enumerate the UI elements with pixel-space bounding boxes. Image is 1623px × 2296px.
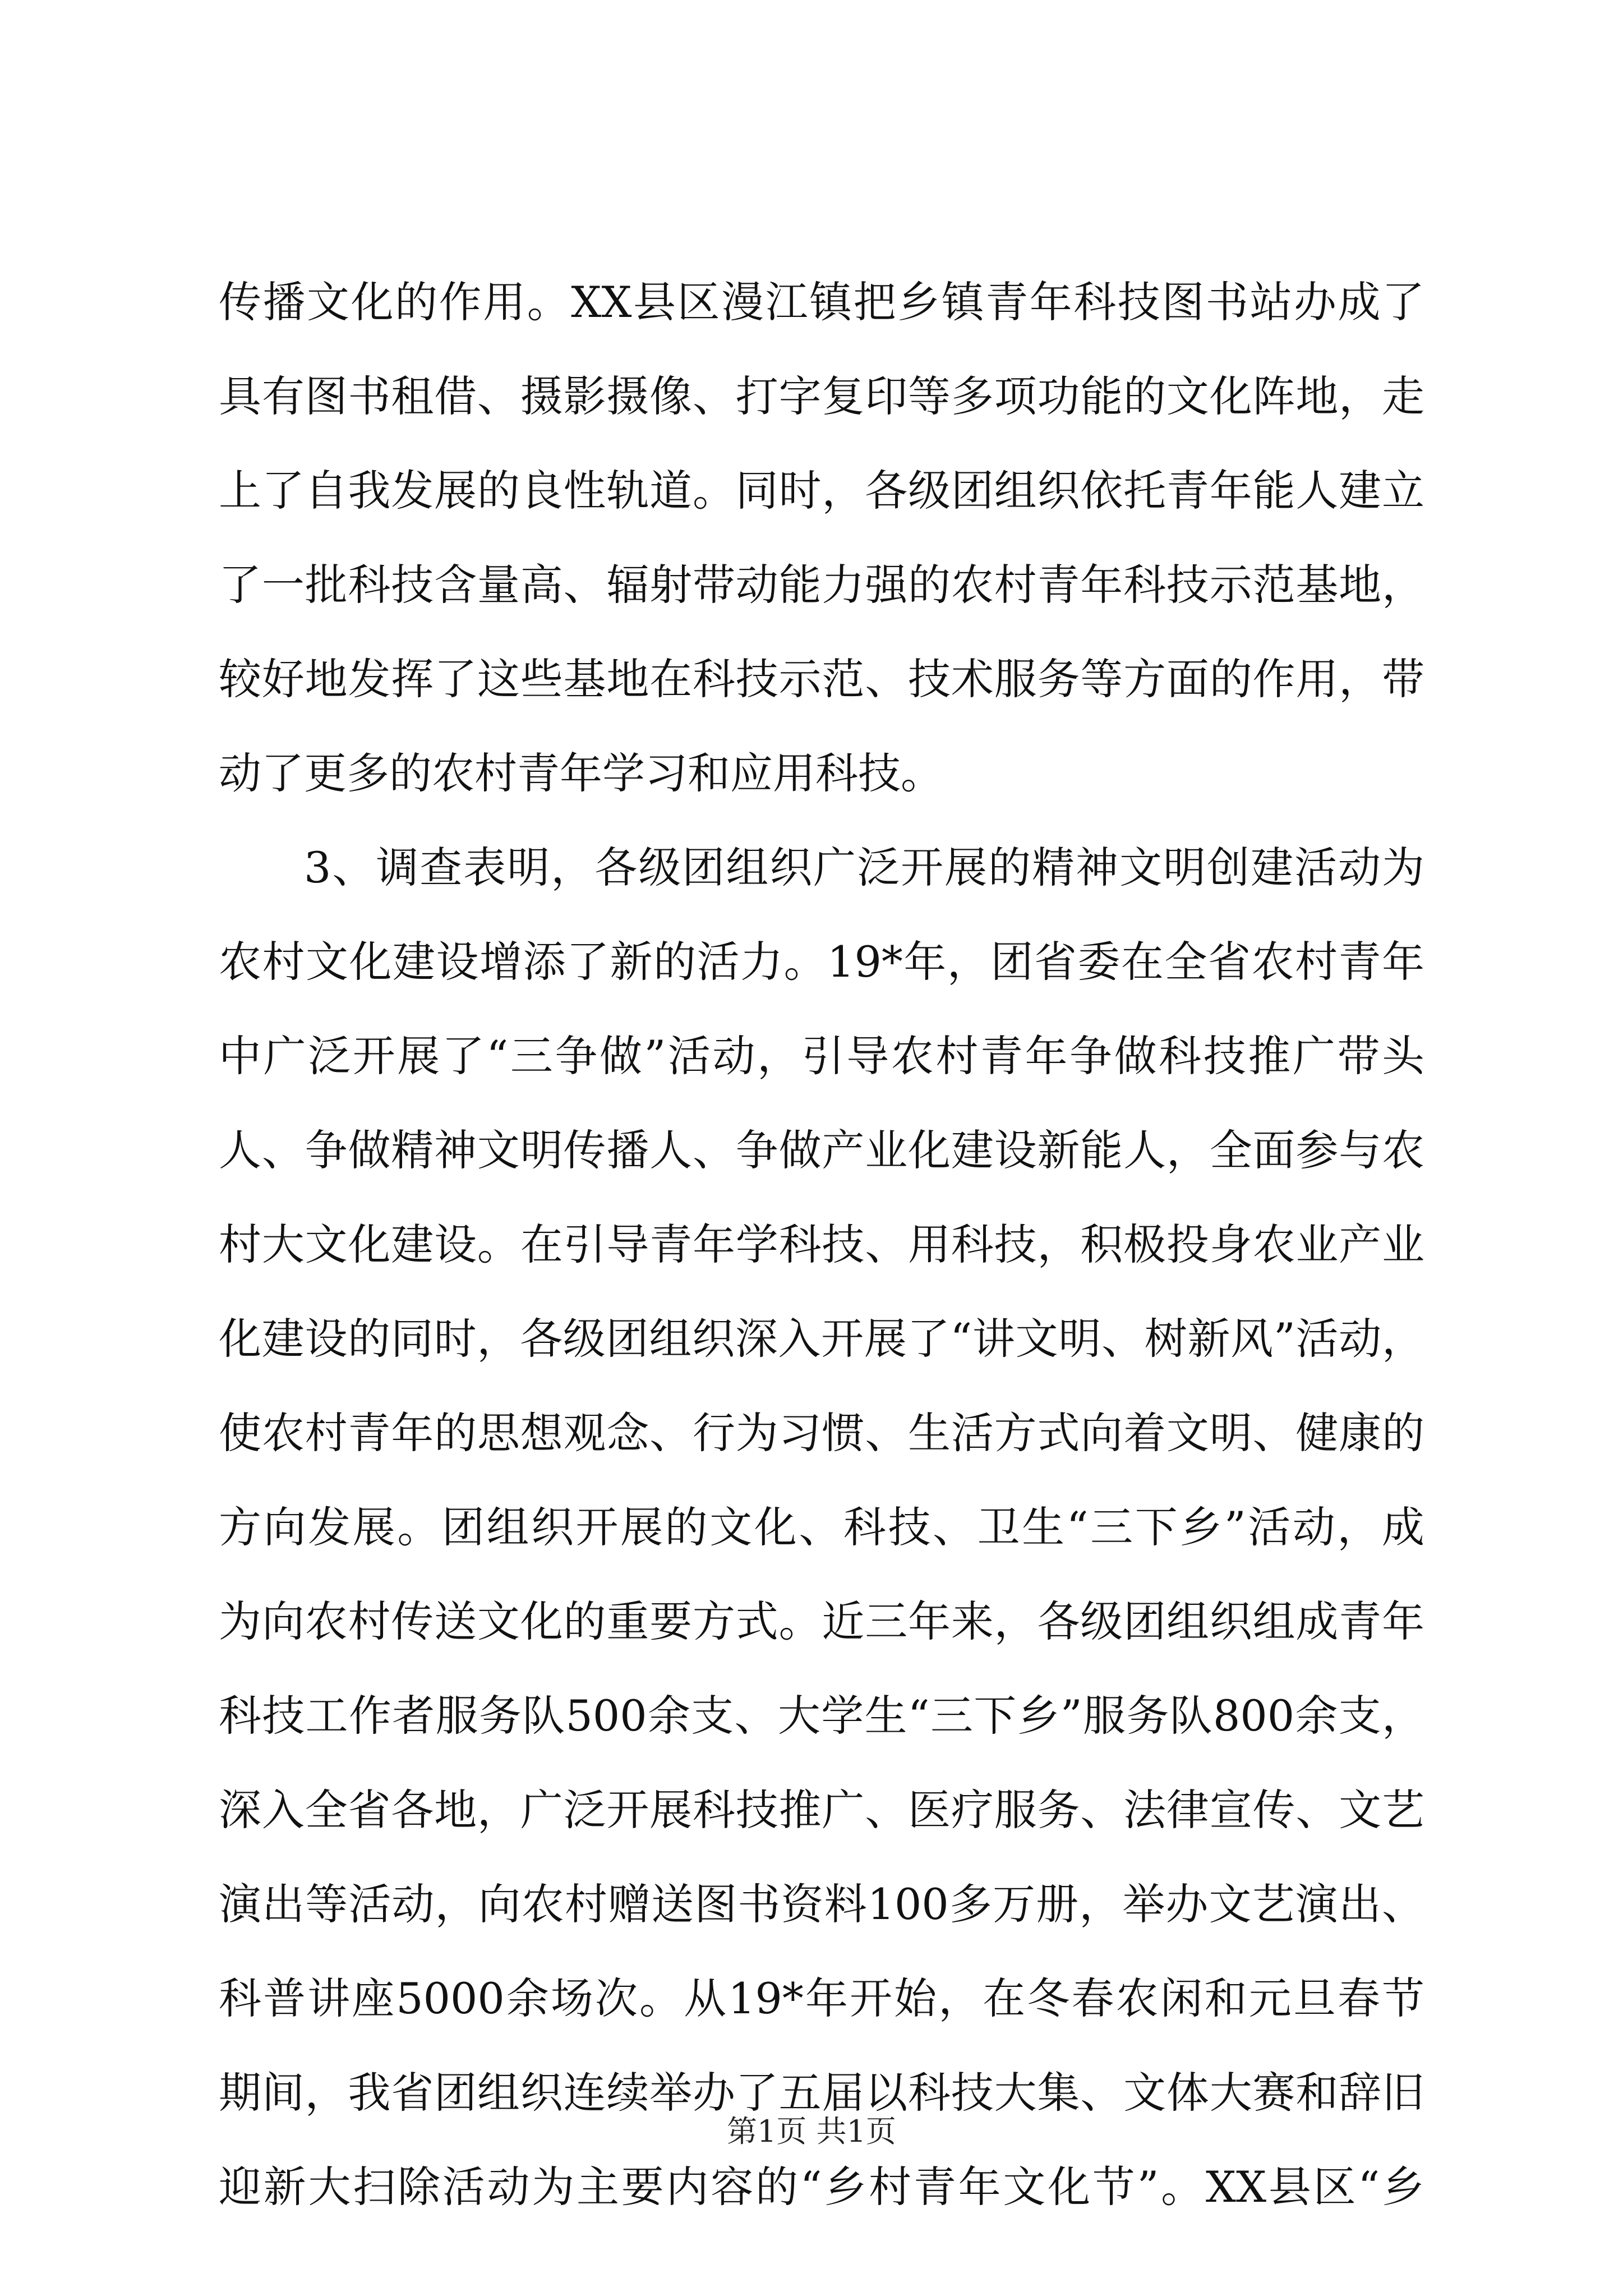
text-line: 使农村青年的思想观念、行为习惯、生活方式向着文明、健康的 bbox=[219, 1408, 1424, 1458]
text-line: 农村文化建设增添了新的活力。19*年，团省委在全省农村青年 bbox=[219, 937, 1424, 987]
text-line: 为向农村传送文化的重要方式。近三年来，各级团组织组成青年 bbox=[219, 1596, 1424, 1646]
text-line: 3、调查表明，各级团组织广泛开展的精神文明创建活动为 bbox=[304, 843, 1424, 892]
text-line: 迎新大扫除活动为主要内容的“乡村青年文化节”。XX县区“乡 bbox=[219, 2162, 1424, 2212]
text-line: 科技工作者服务队500余支、大学生“三下乡”服务队800余支， bbox=[219, 1691, 1424, 1741]
text-line: 化建设的同时，各级团组织深入开展了“讲文明、树新风”活动， bbox=[219, 1314, 1424, 1364]
text-line: 较好地发挥了这些基地在科技示范、技术服务等方面的作用，带 bbox=[219, 654, 1424, 704]
text-line: 演出等活动，向农村赠送图书资料100多万册，举办文艺演出、 bbox=[219, 1879, 1424, 1929]
body-text bbox=[219, 255, 1424, 2234]
text-line: 深入全省各地，广泛开展科技推广、医疗服务、法律宣传、文艺 bbox=[219, 1785, 1424, 1835]
page-footer: 第1页 共1页 bbox=[727, 2114, 896, 2149]
text-line: 中广泛开展了“三争做”活动，引导农村青年争做科技推广带头 bbox=[219, 1031, 1424, 1081]
text-line: 了一批科技含量高、辐射带动能力强的农村青年科技示范基地， bbox=[219, 560, 1424, 610]
text-line: 动了更多的农村青年学习和应用科技。 bbox=[219, 748, 943, 798]
text-line: 科普讲座5000余场次。从19*年开始，在冬春农闲和元旦春节 bbox=[219, 1973, 1424, 2023]
text-line: 村大文化建设。在引导青年学科技、用科技，积极投身农业产业 bbox=[219, 1220, 1424, 1269]
text-line: 方向发展。团组织开展的文化、科技、卫生“三下乡”活动，成 bbox=[219, 1502, 1424, 1552]
text-line: 人、争做精神文明传播人、争做产业化建设新能人，全面参与农 bbox=[219, 1125, 1424, 1175]
text-line: 传播文化的作用。XX县区漫江镇把乡镇青年科技图书站办成了 bbox=[219, 277, 1424, 327]
text-line: 上了自我发展的良性轨道。同时，各级团组织依托青年能人建立 bbox=[219, 466, 1424, 516]
text-line: 期间，我省团组织连续举办了五届以科技大集、文体大赛和辞旧 bbox=[219, 2068, 1424, 2118]
text-line: 具有图书租借、摄影摄像、打字复印等多项功能的文化阵地，走 bbox=[219, 371, 1424, 421]
